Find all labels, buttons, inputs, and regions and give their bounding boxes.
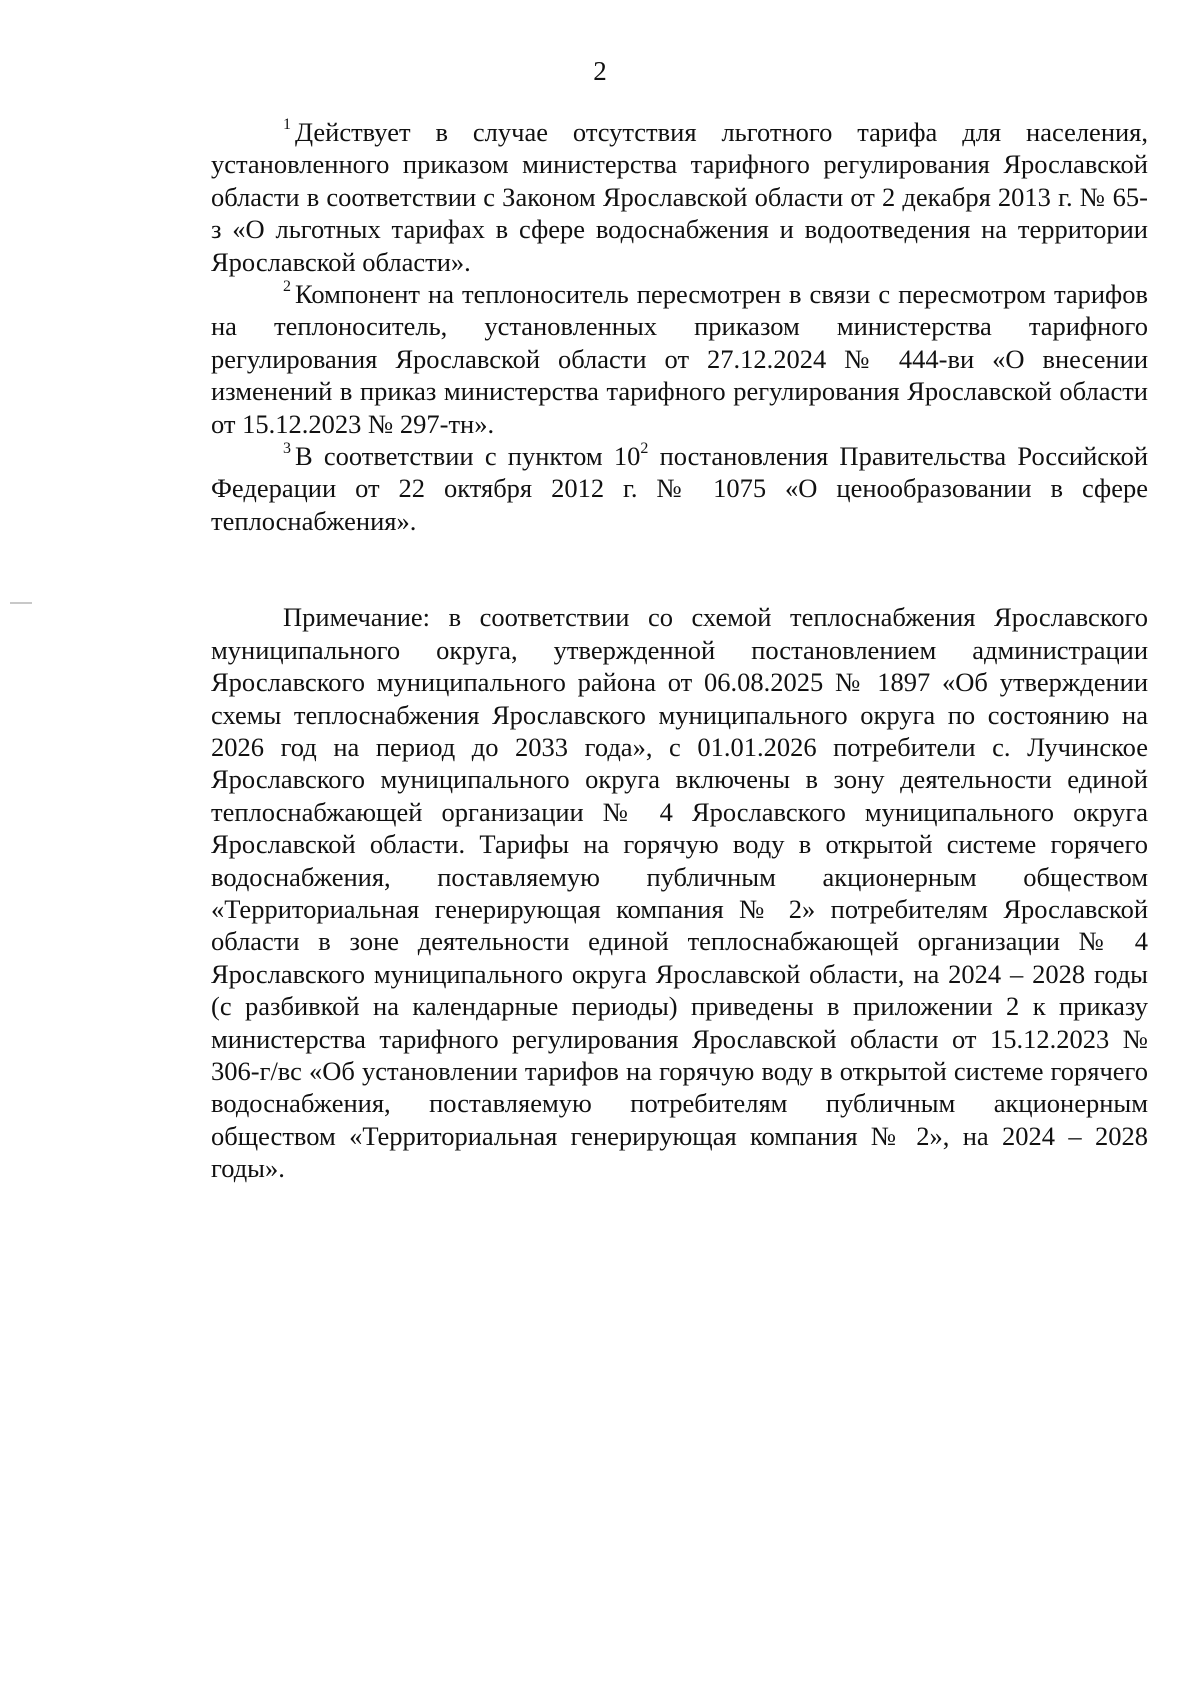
footnote-3-clause-superscript: 2 (640, 440, 649, 458)
footnote-3-text-after: постановления Правительства Российской Федерации от 22 октября 2012 г. № 1075 «О ценообразовании в сфере теплоснабжения». (211, 441, 1148, 536)
section-spacer (211, 569, 1148, 601)
footnote-1 (211, 116, 1148, 278)
footnote-3 (211, 440, 1148, 537)
footnote-2 (211, 278, 1148, 440)
scan-artifact (10, 602, 32, 604)
footnote-3-mark: 3 (283, 440, 291, 458)
footnote-2-text: Компонент на теплоноситель пересмотрен в связи с пересмотром тарифов на теплоноситель, установленных приказом министерства тарифного регулирования Ярославской области от 27.12.2024 № 444-ви «О внесении изменений в приказ министерства тарифного регулирования Ярославской области от 15.12.2023 № 297-тн». (211, 279, 1148, 439)
footnote-1-mark: 1 (283, 116, 291, 134)
section-spacer (211, 537, 1148, 569)
footnote-3-text-before: В соответствии с пунктом 10 (295, 441, 641, 472)
document-body (211, 116, 1148, 1185)
footnote-1-text: Действует в случае отсутствия льготного тарифа для населения, установленного приказом министерства тарифного регулирования Ярославской области в соответствии с Законом Ярославской области от 2 декабря 2013 г. № 65-з «О льготных тарифах в сфере водоснабжения и водоотведения на территории Ярославской области». (211, 117, 1148, 277)
note-text: Примечание: в соответствии со схемой теплоснабжения Ярославского муниципального округа, утвержденной постановлением администрации Ярославского муниципального района от 06.08.2025 № 1897 «Об утверждении схемы теплоснабжения Ярославского муниципального округа по состоянию на 2026 год на период до 2033 года», с 01.01.2026 потребители с. Лучинское Ярославского муниципального округа включены в зону деятельности единой теплоснабжающей организации № 4 Ярославского муниципального округа Ярославской области. Тарифы на горячую воду в открытой системе горячего водоснабжения, поставляемую публичным акционерным обществом «Территориальная генерирующая компания № 2» потребителям Ярославской области в зоне деятельности единой теплоснабжающей организации № 4 Ярославского муниципального округа Ярославской области, на 2024 – 2028 годы (с разбивкой на календарные периоды) приведены в приложении 2 к приказу министерства тарифного регулирования Ярославской области от 15.12.2023 № 306-г/вс «Об установлении тарифов на горячую воду в открытой системе горячего водоснабжения, поставляемую потребителям публичным акционерным обществом «Территориальная генерирующая компания № 2», на 2024 – 2028 годы». (211, 602, 1148, 1184)
footnote-2-mark: 2 (283, 278, 291, 296)
note-paragraph (211, 601, 1148, 1184)
page-number: 2 (593, 56, 607, 86)
